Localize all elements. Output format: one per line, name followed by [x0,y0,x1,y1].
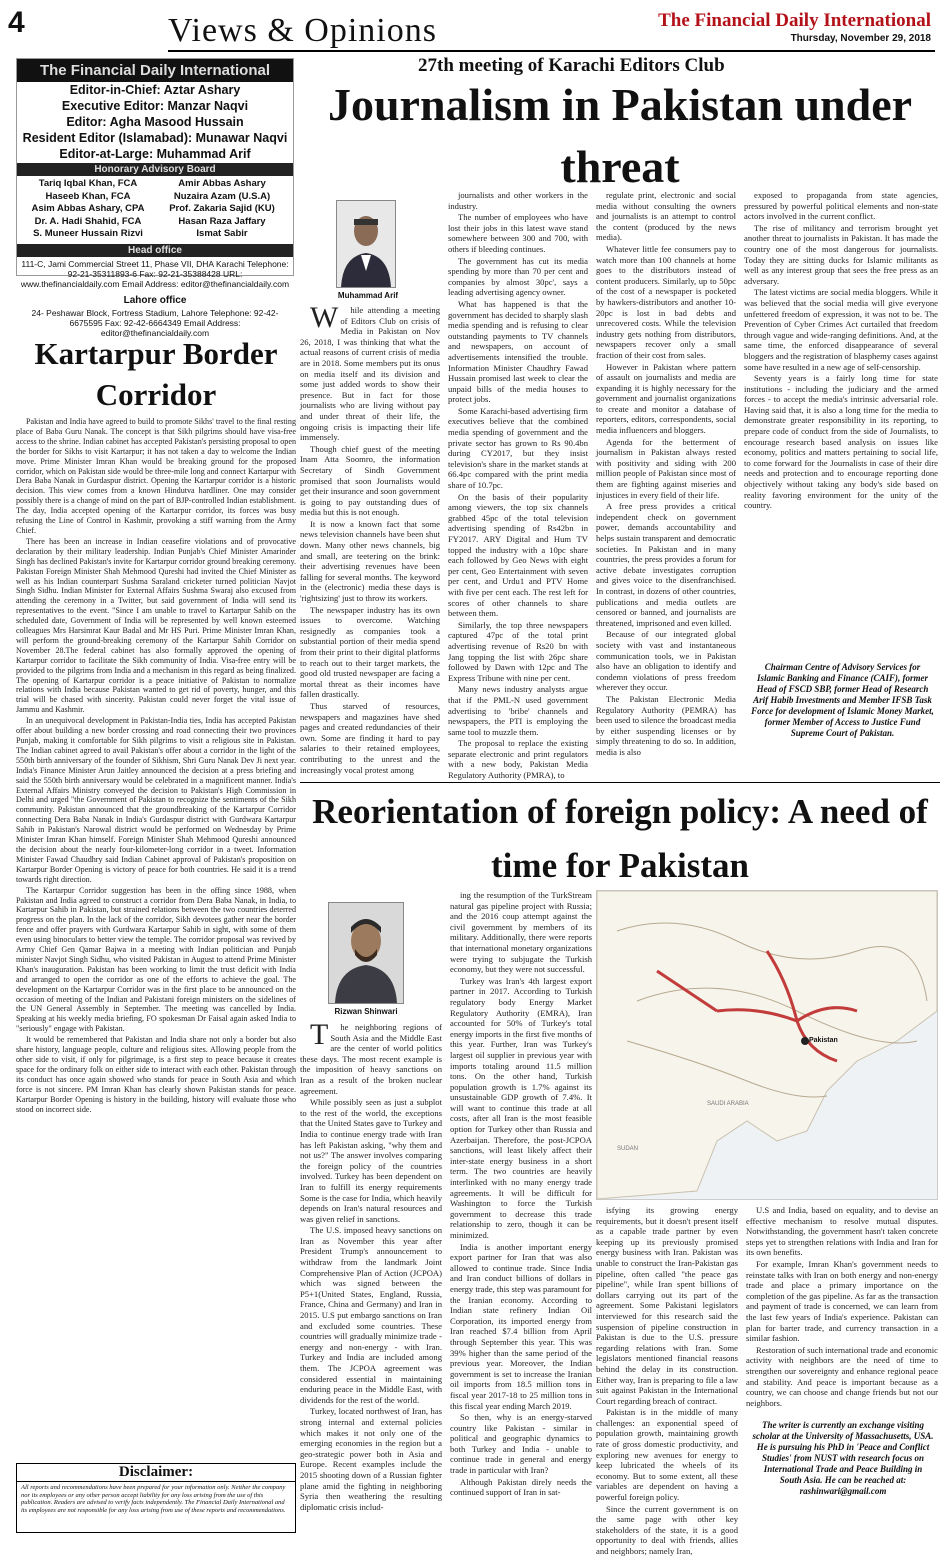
paragraph: While attending a meeting of Editors Club on crisis of Media in Pakistan on Nov 26, 2018, I was thinking that what the actual reasons of current crisis of media are in 2018. Some members put its onus on media itself and its division and some just added words to show their presence. But in fact for those journalists who are living without pay and under threat of their life, the ongoing crisis is impacting their life immensely. [300,301,440,443]
paragraph: The government has cut its media spending by more than 70 per cent and companies by almost 30pc', says a leading advertising agency owner. [448,255,588,298]
paragraph: Turkey, located northwest of Iran, has strong internal and external policies which makes it not only one of the emerging economies in the region but a geo-strategic power both in Asia and Europe. Recent examples include the 2015 shooting down of a Russian fighter plane amid the fighting in neighboring Syria then weathering the resulting diplomatic crisis includ- [300,1406,442,1512]
region-map [596,890,938,1200]
paragraph: Pakistan and India have agreed to build to promote Sikhs' travel to the final resting place of Baba Guru Nanak. The concept is that Sikh pilgrims should have visa-free access to the shrine. Indian cabinet has accepted Pakistan's persisting proposal to open the border for Sikhs to visit Kartarpur; it has not taken a day to welcome the Indian move. Prime Minister Imran Khan would be breaking ground for the proposed corridor, which on Pakistan side would be three-mile long and connect Kartarpur with Dera Baba Nanak in Gurdaspur district. Opening the Kartarpur corridor is a historic decision. This view comes from a known Hindutva hardliner. One may consider possibly there is a change of mind on the part of BJP-controlled Indian establishment. The day, India accepted opening of the Kartarpur corridor, its forces was busy refusing the Line of Control in Kashmir, provoking a stiff warning from the Army Chief. [16,417,296,535]
paragraph: Thus starved of resources, newspapers and magazines have shed pages and created redundancies of their own. Some are finding it hard to pay salaries to their retained employees, contributing to the unrest and the increasingly vocal protest among [300,700,440,775]
paragraph: Turkey was Iran's 4th largest export partner in 2017. According to Turkish regulatory body Energy Market Regulatory Authority (EMRA), Iran accounted for 50% of Turkey's total energy imports in the first five months of this year. Further, Iran was Turkey's largest oil supplier in previous year with imports totaling around 11.5 million tons. On the other hand, Turkish population growth is 1.7% against its unsustainable GDP growth of 7.4%. It will want to continue this trade at all costs, after all Iran is the most feasible option for Turkey other than Russia and Azerbaijan. Therefore, the post-JCPOA sanctions, will least likely affect their inter-state energy business in a short term. The two countries are heavily interlinked with no many energy trade agreements. It will be difficult for Washington to force the Turkish government to decrease this trade relationship to zero, though it can be minimized. [450,975,592,1240]
dateline: Thursday, November 29, 2018 [790,33,931,44]
editor-line: Executive Editor: Manzar Naqvi [61,99,249,113]
advisor-name: Asim Abbas Ashary, CPA [31,203,145,214]
map-label: SAUDI ARABIA [707,1101,749,1107]
article-column [448,190,588,780]
advisor-name: Prof. Zakaria Sajid (KU) [169,203,275,214]
editor-line: Resident Editor (Islamabad): Munawar Naqvi [22,131,288,145]
masthead-box [16,58,294,338]
paragraph: On the basis of their popularity among viewers, the top six channels grabbed 45pc of the total television advertising spending of Rs42bn in FY2017. ARY Digital and Hum TV topped the industry with a 10pc share each followed by Geo News with eight per cent, Geo Entertainment with seven per cent, and Urdu1 and PTV Home with five per cent each. The rest left for scores of other channels to share between them. [448,491,588,619]
author-caption: Muhammad Arif [337,291,399,300]
advisor-name: Tariq Iqbal Khan, FCA [38,178,138,189]
article-column [300,301,440,780]
map-graphic [597,891,937,1199]
head-office-title: Head office [17,244,293,257]
map-label: Pakistan [809,1037,838,1044]
paragraph: The Kartarpur Corridor suggestion has been in the offing since 1988, when Pakistan and India agreed to construct a corridor from Dera Baba Nanak, in India, to Kartarpur Sahib in Pakistan, but strained relations between the two countries deterred progress on the plan. In the lack of the corridor, Sikh devotees gather near the border fence and offer prayers with Gurdwara Kartarpur Sahib in sight, with some of them even using binoculars to better view the temple. The corridor proposal was revived by Army Chief Gen Qamar Bajwa in a meeting with Indian politician and Punjab minister Navjot Singh Sidhu, who visited Pakistan in August to attend Prime Minister Khan's inauguration. Pakistan has been working to limit the trust deficit with India and arranged to open the corridor as one of the efforts to achieve the goal. The development on the Kartarpur Corridor was in the first place to be announced on the occasion of meeting of the Indian and Pakistani foreign ministers on the sidelines of the UN General Assembly in September. The meeting was cancelled by India. Speaking at his weekly media briefing, FO spokesman Dr Faisal again asked India to "seriously" engage with Pakistan. [16,885,296,1034]
paragraph: Some Karachi-based advertising firm executives believe that the combined media spending of government and the private sector has grown to Rs 90.4bn during CY2017, but they insist television's share in the market stands at 66.4pc compared with the print media share of 10.7pc. [448,405,588,491]
paragraph: However in Pakistan where pattern of assault on journalists and media are expanding it is highly necessary for the government and journalist organizations to create and monitor a database of reporters, editors, correspondents, social media influencers and bloggers. [596,361,736,436]
advisor-name: Ismat Sabir [196,228,248,239]
paragraph: The U.S. imposed heavy sanctions on Iran as November this year after President Trump's announcement to withdraw from the landmark Joint Comprehensive Plan of Action (JCPOA) which was signed between the P5+1(United States, England, Russia, France, China and Germany) and Iran in 2015. U.S put embargo sanctions on Iran and excluded some countries. These countries will gradually minimize trade - energy and non-energy - with Iran. Turkey and India are included among them. The JCPOA agreement was considered essential in maintaining enduring peace in the Middle East, with dividends for the rest of the world. [300,1225,442,1405]
paragraph: There has been an increase in Indian ceasefire violations and of provocative declaration by their military leadership. Indian Punjab's Chief Minister Amarinder Singh has declined Pakistan's invite for Kartarpur corridor ground breaking ceremony. Pakistan Foreign Minister Shah Mehmood Qureshi had invited the Chief Minister as well as his Indian counterpart Sushma Saraland cricketer turned politician Navjot Singh Sidhu. Indian Minister for External Affairs Sushma Swaraj also excused from attending the ceremony in a Twitter, but said government of India will send its representatives to the event. "Since I am unable to travel to Kartarpur Sahib on the scheduled date, Government of India will be represented by well known esteemed colleagues Mrs Harsimrat Kaur Badal and Mr HS Puri. Prime Minister Imran Khan, will perform the ground-breaking ceremony of the Kartarpur Sahib Corridor on November 28.The federal cabinet has also formally approved the opening of Kartarpur corridor to facilitate the Sikh community of India. Visa-free entry will be provided to the pilgrims from India and a mechanism in this regard as being finalized. The opening of Kartarpur corridor is a peace initiative of Pakistan to normalize relations with India because Pakistan wanted to get rid of poverty, hunger, and this trial will be chased with sincerity. Pakistan could never forget the vital issue of Jammu and Kashmir. [16,536,296,715]
advisor-name: Amir Abbas Ashary [178,178,266,189]
disclaimer-title: Disclaimer: [17,1464,295,1482]
paragraph: The latest victims are social media bloggers. While it was believed that the social media will give everyone unfettered freedom of expression, it was not to be. The Prevention of Cyber Crimes Act curtailed that freedom through vague and wide-ranging definitions. And, at the same time, the enforced disappearance of several bloggers and the registration of blasphemy cases against some have resulted in a new age of self-censorship. [744,287,938,372]
advisor-name: Nuzaira Azam (U.S.A) [173,190,271,202]
advisor-name: S. Muneer Hussain Rizvi [33,228,143,239]
paragraph: exposed to propaganda from state agencies, pressured by powerful political elements and non-state actors involved in the current conflict. [744,190,938,222]
paragraph: U.S and India, based on equality, and to devise an effective mechanism to resolve mutual disputes. Notwithstanding, the government hasn't taken concrete steps yet to strengthen relations with India and Iran for its own benefits. [746,1205,938,1258]
section-title: Views & Opinions [168,12,437,49]
paragraph: Agenda for the betterment of journalism in Pakistan always rested with positivity and siding with 200 million people of Pakistan since most of them are fighting against miseries and injustices in every field of their life. [596,436,736,500]
lahore-office-address: 24- Peshawar Block, Fortress Stadium, Lahore Telephone: 92-42-6675595 Fax: 92-42-6664349 Email Address: editor@thefinancialdaily.com [31,307,279,338]
paragraph: journalists and other workers in the industry. [448,190,588,211]
masthead-title: The Financial Daily International [17,59,293,82]
paragraph: Similarly, the top three newspapers captured 47pc of the total print advertising revenue of Rs20 bn with Jang topping the list with 26pc share followed by Dawn with 12pc and The Express Tribune with nine per cent. [448,619,588,683]
lahore-office-title: Lahore office [123,294,187,306]
article-column [300,1018,443,1537]
article-column [744,190,938,658]
advisor-name: Haseeb Khan, FCA [45,190,131,202]
author-portrait-icon [337,201,395,287]
paragraph: A free press provides a critical independent check on government power, demands accountability and helps sustain transparent and democratic societies. In Pakistan and in many countries, the press provides a forum for active debate investigates corruption and gives voice to the disenfranchised. In contrast, in dozens of other countries, publications and media outlets are censored or banned, and journalists are threatened, imprisoned and even killed. [596,501,736,628]
editor-line: Editor-at-Large: Muhammad Arif [59,147,251,161]
editorial-headline: Kartarpur Border Corridor [34,336,278,412]
author-portrait-icon [329,903,403,1003]
paragraph: The neighboring regions of South Asia and the Middle East are the center of world politics these days. The most recent example is the imposition of heavy sanctions on Iran as a result of the broken nuclear agreement. [300,1018,442,1096]
paragraph: ing the resumption of the TurkStream natural gas pipeline project with Russia; and the 2016 coup attempt against the civil government by members of its military. Additionally, there were reports that international monetary organizations were trying to subjugate the Turkish economy, but they were not successful. [450,890,592,975]
paragraph: regulate print, electronic and social media without consulting the owners and journalists is an attempt to control the content (produced by the news media). [596,190,736,243]
article-headline: Reorientation of foreign policy: A need of time for Pakistan [312,792,928,885]
map-label: SUDAN [617,1146,639,1152]
paragraph: isfying its growing energy requirements, but it doesn't present itself as a capable trade partner by even keeping up its previously promised energy business with Iran. Pakistan was unable to construct the Iran-Pakistan gas pipeline, often called "the peace gas pipeline", while Iran spent billions of dollars carrying out its part of the agreement. Some Pakistani legislators interviewed for this research said the suspension of pipeline construction in Pakistan is due to the U.S. pressure regarding relations with Iran. Some legislators mentioned financial reasons behind the delay in its construction. Either way, Iran is preparing to file a law suit against Pakistan in the International Court regarding breach of contract. [596,1205,738,1406]
advisor-name: Hasan Raza Jaffary [178,215,266,227]
paragraph: Whatever little fee consumers pay to watch more than 100 channels at home goes to the distributors instead of content producers. Similarly, up to 50pc of the cost of a newspaper is pocketed by hawkers-distributors and another 10-20pc is lost in bad debts and unrecovered costs. While the television industry gets nothing from distributors, newspapers recover only a small fraction of their cost from sales. [596,243,736,360]
paragraph: Seventy years is a fairly long time for state institutions - including the judiciary and the armed forces - to accept the media's intrinsic adversarial role. Having said that, it is also a long time for the media to demonstrate greater responsibility in its reporting, to prepare code of conduct from the side of Journalists, to encourage research based analysis on issues like economy, politics and matters pertaining to social life, to come forward for the Journalists in case of their dire needs and protection and to encourage reporting done objectively without taking any body's side based on reality favoring environment for the unity of the country. [744,373,938,511]
paragraph: What has happened is that the government has decided to sharply slash media spending and is refusing to clear outstanding payments to TV channels and newspapers, on account of advertisements intensified the trouble. Information Minister Chaudhry Fawad Hussain promised last week to clear the unpaid bills of the media houses to protect jobs. [448,298,588,405]
paragraph: The proposal to replace the existing separate electronic and print regulators with a new body, Pakistan Media Regulatory Authority (PMRA), to [448,738,588,781]
header-rule [168,50,935,52]
paragraph: Pakistan is in the middle of many challenges: an exponential speed of population growth, maintaining growth rate of gross domestic productivity, and exploring new avenues for energy to keep lubricated the wheels of its economy. But to some extent, all these variables are dependent on having a powerful foreign policy. [596,1407,738,1503]
paragraph: The number of employees who have lost their jobs in this latest wave stand somewhere between 300 and 700, with others if bleeding continues. [448,212,588,254]
author-photo [336,200,396,288]
article-column [450,890,592,1537]
advisory-board-list [17,176,293,243]
advisory-board-title: Honorary Advisory Board [17,163,293,176]
head-office-address: 111-C, Jami Commercial Street 11, Phase VII, DHA Karachi Telephone: 92-21-35311893-6 Fax: 92-21-35388428 URL: www.thefinancialdaily.com Email Address: editor@thefinancialdaily.com [20,258,290,289]
advisor-name: Dr. A. Hadi Shahid, FCA [34,215,142,227]
paragraph: Since the current government is on the same page with other key stakeholders of the state, it is a good opportunity to deal with friends, allies and neighbors; namely Iran, [596,1503,738,1556]
author-bio: Chairman Centre of Advisory Services for Islamic Banking and Finance (CAIF), former Head of FSCD SBP, former Head of Research Arif Habib Investments and Member IFSB Task Force for development of Islamic Money Market, former Member of Access to Justice Fund Supreme Court of Pakistan. [751,662,934,738]
paragraph: Although Pakistan direly needs the continued support of Iran in sat- [450,1476,592,1498]
article-column [746,1205,938,1418]
author-photo [328,902,404,1004]
article-column [596,190,736,780]
paragraph: The Pakistan Electronic Media Regulatory Authority (PEMRA) has been used to silence the broadcast media by either suspending licenses or by simply threatening to do so. In addition, media is also [596,693,736,757]
paragraph: Restoration of such international trade and economic activity with neighbors are the need of time to strengthen our sovereignty and enhance regional peace and stability. And peace is important because as a country, we can choose and change friends but not our neighbors. [746,1344,938,1408]
disclaimer-text: All reports and recommendations have been prepared for your information only. Neither the company nor its employees or any other person accept liability for any loss arising from the use of this publication. Readers are advised to verify facts independently. The Financial Daily International and its employees are not responsible for any loss arising from use of these reports and recommendations. [21,1484,286,1514]
paragraph: In an unequivocal development in Pakistan-India ties, India has accepted Pakistan offer about building a new border crossing and road connecting their two provinces Punjab, making it comfortable for Sikh pilgrims to visit a religious site in Pakistan. The Indian cabinet agreed to avail Pakistan's offer about a corridor in the light of the 550th birth anniversary of the founder of Sikhism, Shri Guru Nanak Dev Ji next year. India's Finance Minister Arun Jaitley announced the decision at a press briefing and said the 550th birth anniversary would be celebrated in a magnificent manner. India's External Affairs Ministry conveyed the decision to Pakistan's High Commission in Delhi and urged "the Government of Pakistan to recognize the sentiments of the Sikh community. Pakistan announced that the groundbreaking of the Kartarpur Corridor connecting Dera Baba Nanak in India's Gurdaspur district with Gurdwara Kartarpur Sahib in Pakistan's Narowal district would be performed on Wednesday by Prime Minister Imran Khan himself. Foreign Minister Shah Mehmood Qureshi announced the decision about the nearly four-kilometer-long corridor in a tweet. Information Minister Fawad Chaudhry said Indian Cabinet approval of Pakistan's proposition on Kartarpur Border Opening is victory of peace for both countries. He said it is a trend towards right direction. [16,716,296,884]
paragraph: It is now a known fact that some news television channels have been shut down. Many other news channels, big and small, are teetering on the brink: their advertising revenues have been falling for several months. The keyword in the (electronic) media these days is 'rightsizing' just to throw its workers. [300,518,440,604]
editor-line: Editor: Agha Masood Hussain [66,115,244,129]
article-headline: Journalism in Pakistan under threat [327,79,913,192]
paragraph: The rise of militancy and terrorism brought yet another threat to journalists in Pakistan. It has made the country one of the most dangerous for journalists. Today they are sitting ducks for Islamic militants as well as any interest group that sees the free press as an adversary. [744,222,938,286]
newspaper-brand: The Financial Daily International [658,10,931,31]
page-number: 4 [8,6,25,39]
article-column [596,1205,738,1556]
paragraph: Many news industry analysts argue that if the PML-N used government advertising to 'bribe' channels and newspapers, the PTI is employing the same tool to muzzle them. [448,684,588,737]
author-caption: Rizwan Shinwari [334,1007,398,1016]
article-kicker: 27th meeting of Karachi Editors Club [418,55,725,76]
paragraph: Because of our integrated global society with vast and instantaneous communication tools, we in Pakistan also have an obligation to identify and condemn violations of press freedom wherever they occur. [596,629,736,693]
paragraph: India is another important energy export partner for Iran that was also allowed to continue trade. Since India and Iran conduct billions of dollars in energy trade, this step was paramount for the Iranian economy. According to Indian state refinery Indian Oil Corporation, its imported energy from Iran reached $7.4 billion from April through September this year. This was 39% higher than the same period of the previous year. Moreover, the Indian government is set to increase the Iranian oil imports from 18.5 million tons in fiscal year 2017-18 to 25 million tons in this fiscal year ending March 2019. [450,1241,592,1411]
paragraph: It would be remembered that Pakistan and India share not only a border but also share history, language people, culture and religious sites. Allowing people from the other side to visit, if only for pilgrimage, is a first step to peace because it creates space for the ordinary folk on either side to interact with each other. Pakistan through its conduct has once again showed who stands for peace in South Asia and which force is not sincere. PM Imran Khan has clearly shown Pakistan stands for peace. Kartarpur Border Opening is history in the building, history will evaluate those who stood on incorrect side. [16,1035,296,1114]
editorial-body [16,417,296,1460]
paragraph: While possibly seen as just a subplot to the rest of the world, the exceptions that the United States gave to Turkey and India to continue energy trade with Iran has left Pakistan asking, "why them and not us?" The answer involves comparing the foreign policy of the countries involved. Turkey has been dependent on Iran to fulfill its energy requirements Some is the case for India, which heavily depends on Iran's natural resources and was given relief in sanctions. [300,1097,443,1224]
author-bio: The writer is currently an exchange visiting scholar at the University of Massachusetts, USA. He is pursuing his PhD in 'Peace and Conflict Studies' from NUST with research focus on International Trade and Peace Building in South Asia. He can be reached at: rashinwari@gmail.com [752,1420,934,1496]
article-divider [300,782,940,783]
paragraph: For example, Imran Khan's government needs to reinstate talks with Iran on both energy and non-energy trade and place a primary importance on the completion of the gas pipeline. As far as the transaction and payment of trade is concerned, we can learn from the last few years of India's experience. Pakistan can plan for barter trade, and currency transaction in a similar fashion. [746,1258,938,1344]
paragraph: The newspaper industry has its own issues to overcome. Watching resignedly as companies took a substantial portion of their media spend from their print to their digital platforms to reach out to their target markets, the good old trusted newspaper are facing a mortal threat as their incomes have fallen drastically. [300,604,440,700]
editor-line: Editor-in-Chief: Aztar Ashary [69,83,241,97]
paragraph: So then, why is an energy-starved country like Pakistan - similar in political and geographic dynamics to both Turkey and India - unable to continue trade in general and energy trade in particular with Iran? [450,1412,592,1476]
disclaimer-box [16,1463,296,1533]
paragraph: Though chief guest of the meeting Inam Atta Soomro, the information Secretary of Sindh Government promised that soon Journalists would get their insurance and soon government is going to pay outstanding dues of media but this is not enough. [300,443,440,518]
